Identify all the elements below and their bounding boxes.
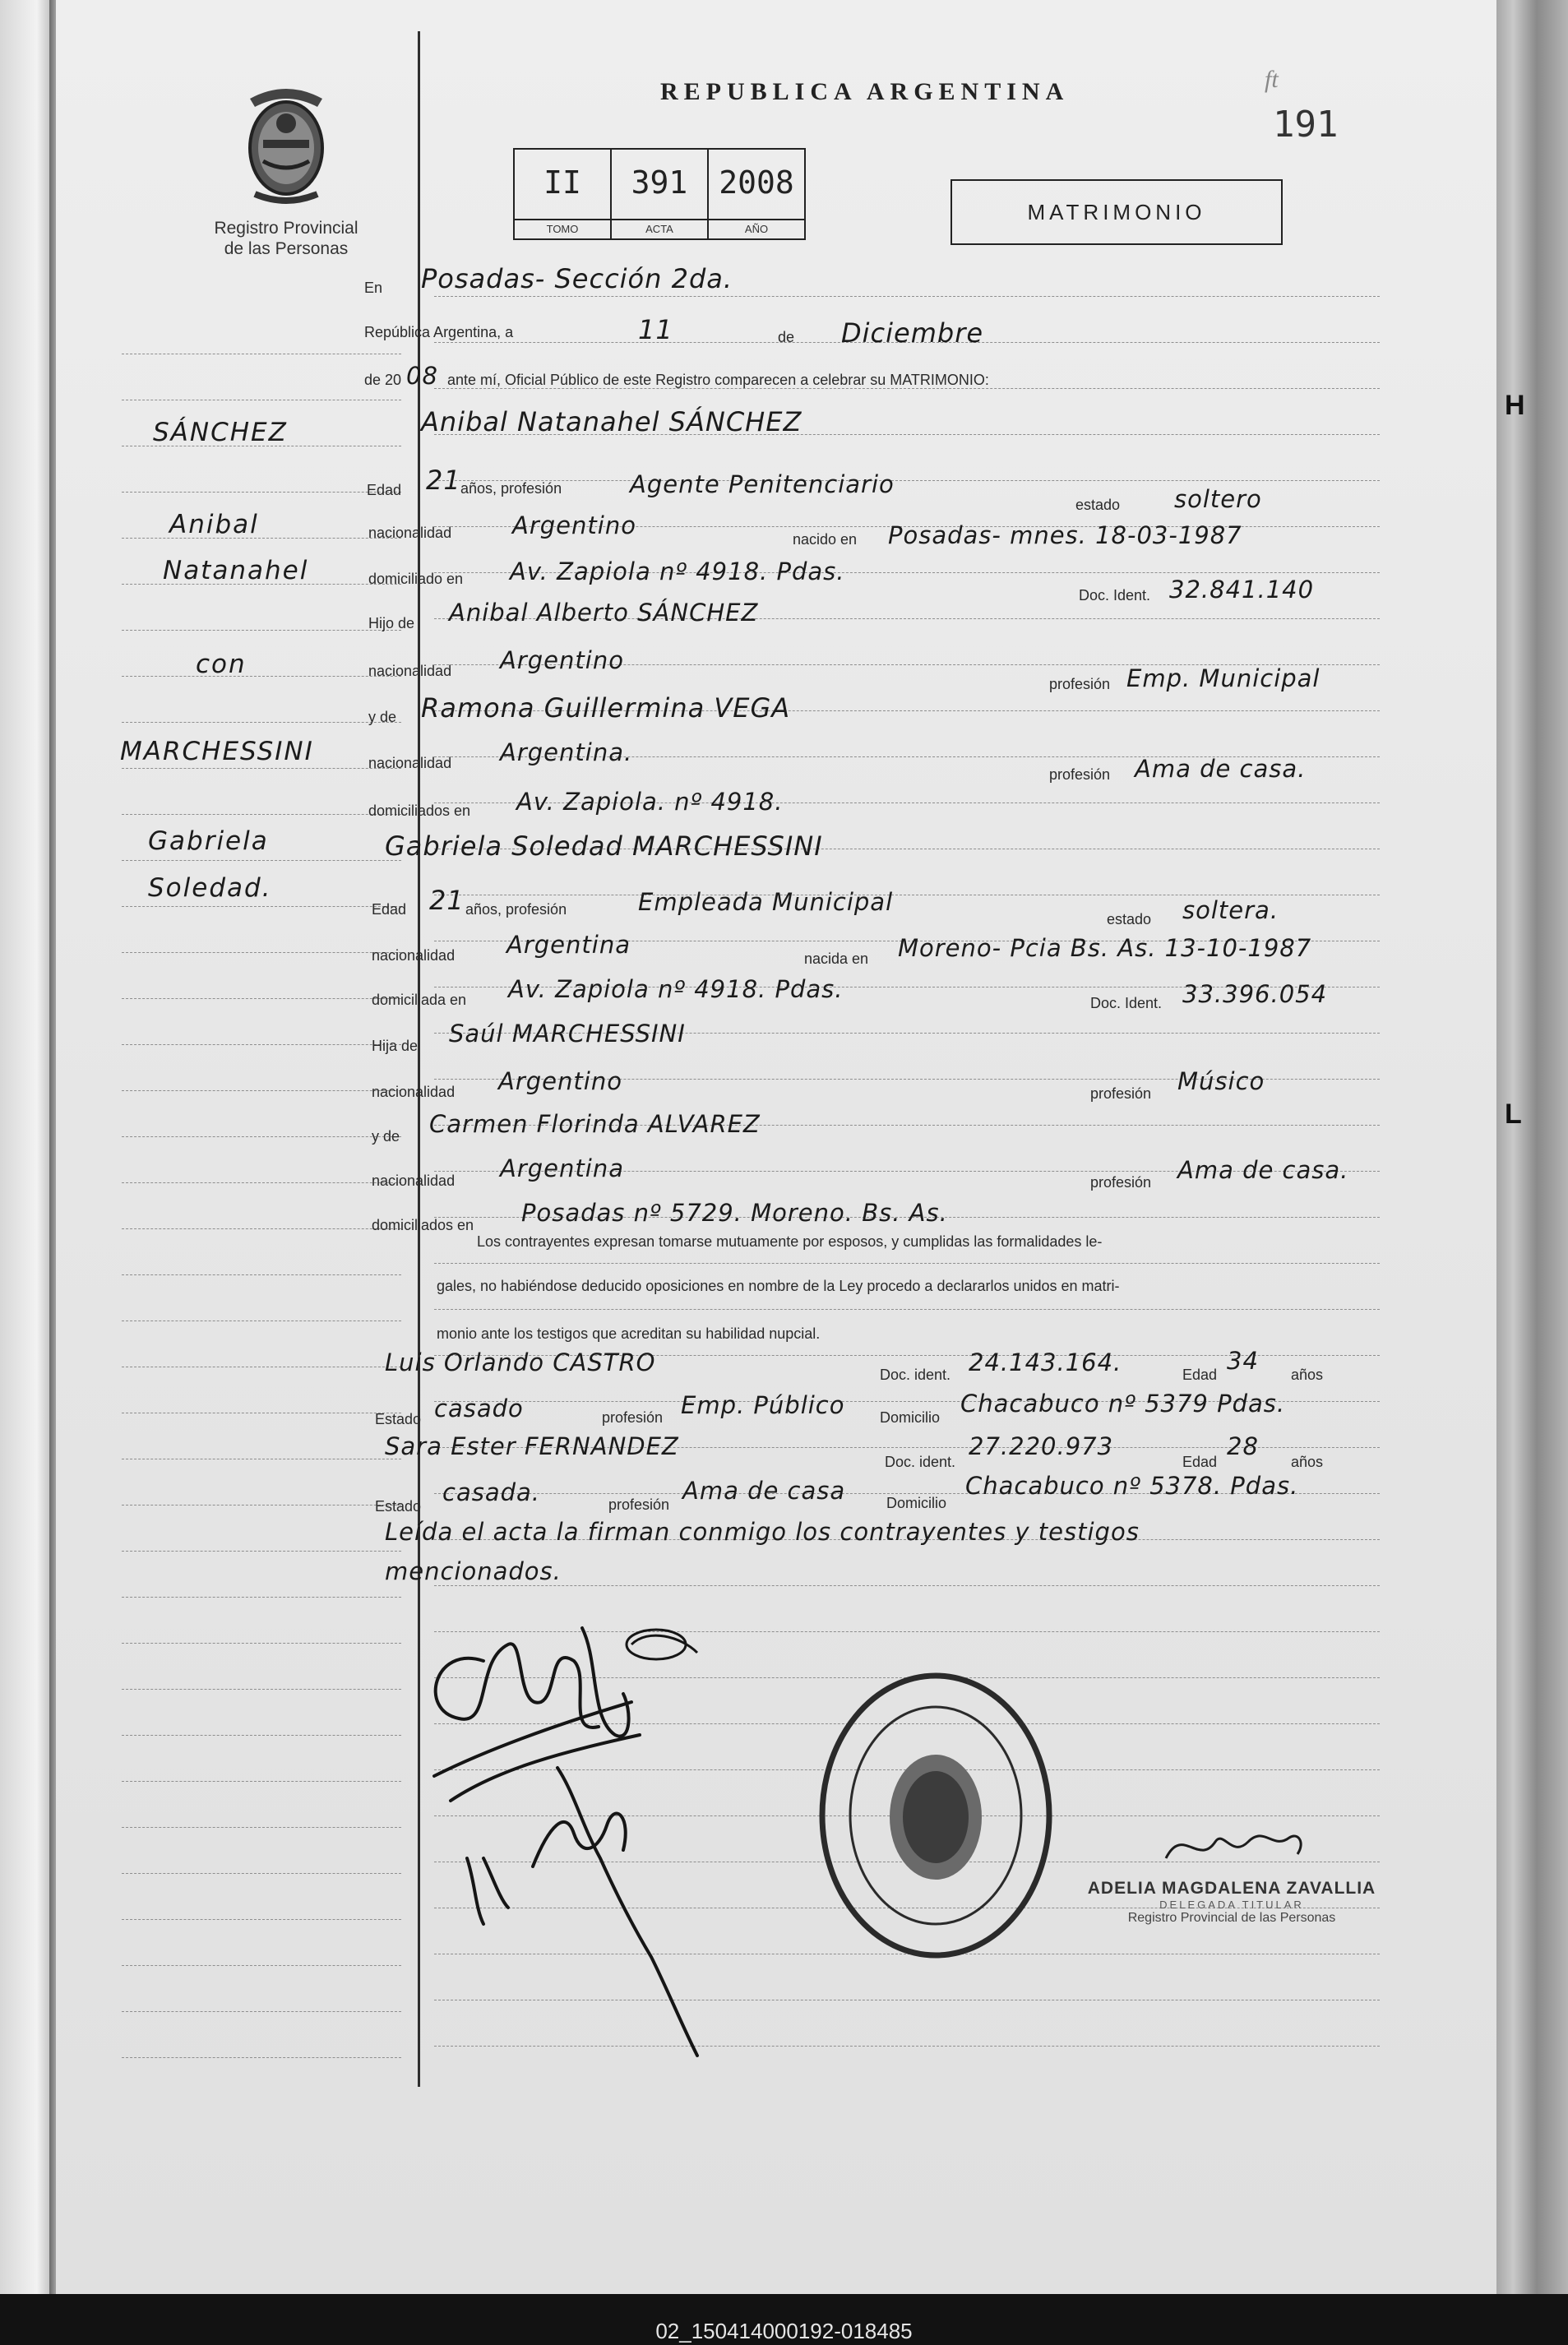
label-year-line: ante mí, Oficial Público de este Registro comparecen a celebrar su MATRIMONIO: xyxy=(447,372,989,388)
anio-cell: 2008 AÑO xyxy=(709,150,804,238)
groom-parents-address: Av. Zapiola. nº 4918. xyxy=(516,788,784,816)
margin-note-second-name: Natanahel xyxy=(163,556,309,585)
official-stamp xyxy=(1075,1817,1388,1926)
page-number: 191 xyxy=(1273,104,1339,146)
label-nacionalidad-bride: nacionalidad xyxy=(372,947,456,964)
label-y-de-bride: y de xyxy=(372,1128,400,1145)
bride-address: Av. Zapiola nº 4918. Pdas. xyxy=(508,975,844,1003)
ruled-line-left xyxy=(122,1735,401,1736)
ruled-line-left xyxy=(122,538,401,539)
ruled-line-left xyxy=(122,1919,401,1920)
label-edad: Edad xyxy=(367,482,402,498)
ruled-line-left xyxy=(122,676,401,677)
label-en: En xyxy=(364,280,383,296)
bride-doc: 33.396.054 xyxy=(1182,980,1328,1008)
bride-name: Gabriela Soledad MARCHESSINI xyxy=(385,830,823,862)
groom-name: Anibal Natanahel SÁNCHEZ xyxy=(421,406,803,437)
groom-age: 21 xyxy=(426,465,461,496)
bride-nationality: Argentina xyxy=(506,931,631,959)
ruled-line-left xyxy=(122,1827,401,1828)
country-heading: REPUBLICA ARGENTINA xyxy=(660,78,1070,105)
label-domicilio-w1: Domicilio xyxy=(880,1409,941,1426)
groom-nationality: Argentino xyxy=(512,511,636,539)
witness-1-name: Luis Orlando CASTRO xyxy=(385,1348,656,1376)
ruled-line-left xyxy=(122,814,401,815)
page-number-pencil-mark: ft xyxy=(1265,66,1279,93)
groom-doc: 32.841.140 xyxy=(1169,576,1315,604)
ruled-line-right xyxy=(434,480,1380,481)
place-value: Posadas- Sección 2da. xyxy=(421,263,733,294)
ruled-line-left xyxy=(122,1228,401,1229)
label-de: de xyxy=(778,329,795,345)
ruled-line-left xyxy=(122,1090,401,1091)
label-domiciliada-en: domiciliada en xyxy=(372,992,467,1008)
bride-age: 21 xyxy=(429,885,465,916)
witness-1-profession: Emp. Público xyxy=(681,1391,845,1419)
label-doc-ident-bride: Doc. Ident. xyxy=(1090,995,1163,1011)
ruled-line-right xyxy=(434,1585,1380,1586)
ruled-line-left xyxy=(122,1505,401,1506)
margin-note-first-name: Anibal xyxy=(169,510,259,539)
acta-cell: 391 ACTA xyxy=(612,150,709,238)
label-domicilio-w2: Domicilio xyxy=(886,1495,947,1511)
label-doc-ident: Doc. Ident. xyxy=(1079,587,1151,604)
label-domiciliados-en-bride: domiciliados en xyxy=(372,1217,474,1233)
label-anios-w2: años xyxy=(1291,1454,1324,1470)
groom-mother: Ramona Guillermina VEGA xyxy=(421,692,791,724)
label-anios-profesion-bride: años, profesión xyxy=(465,901,567,918)
ruled-line-left xyxy=(122,860,401,861)
ruled-line-left xyxy=(122,1873,401,1874)
ruled-line-left xyxy=(122,2011,401,2012)
label-domiciliado-en: domiciliado en xyxy=(368,571,464,587)
ruled-line-left xyxy=(122,1965,401,1966)
ruled-line-left xyxy=(122,906,401,907)
witness-1-doc: 24.143.164. xyxy=(969,1348,1122,1376)
margin-note-bride-second-name: Soledad. xyxy=(148,873,272,903)
margin-note-bride-first-name: Gabriela xyxy=(148,826,269,856)
label-edad-bride: Edad xyxy=(372,901,407,918)
label-doc-ident-w2: Doc. ident. xyxy=(885,1454,956,1470)
bride-father-nationality: Argentino xyxy=(498,1067,622,1095)
ruled-line-left xyxy=(122,998,401,999)
bride-mother-profession: Ama de casa. xyxy=(1177,1156,1349,1184)
label-profesion-w1: profesión xyxy=(602,1409,664,1426)
ruled-line-left xyxy=(122,722,401,723)
groom-father-nationality: Argentino xyxy=(500,646,624,674)
label-edad-w2: Edad xyxy=(1182,1454,1218,1470)
margin-note-con: con xyxy=(196,650,247,679)
margin-note-bride-surname: MARCHESSINI xyxy=(120,737,314,766)
witness-2-address: Chacabuco nº 5378. Pdas. xyxy=(965,1472,1299,1500)
groom-status: soltero xyxy=(1174,485,1262,513)
label-profesion-bride-father: profesión xyxy=(1090,1085,1152,1102)
ruled-line-right xyxy=(434,1309,1380,1310)
official-seal-icon xyxy=(812,1667,1059,1963)
bride-mother: Carmen Florinda ALVAREZ xyxy=(429,1110,761,1138)
ruled-line-left xyxy=(122,1643,401,1644)
edge-tab-l: L xyxy=(1505,1098,1522,1130)
label-profesion-w2: profesión xyxy=(608,1496,670,1513)
ruled-line-left xyxy=(122,1182,401,1183)
ruled-line-left xyxy=(122,1689,401,1690)
month-value: Diciembre xyxy=(841,317,984,349)
official-office: Registro Provincial de las Personas xyxy=(1127,1911,1336,1925)
label-estado-w1: Estado xyxy=(375,1411,422,1427)
groom-father-profession: Emp. Municipal xyxy=(1126,664,1321,692)
groom-father: Anibal Alberto SÁNCHEZ xyxy=(449,599,759,627)
bride-mother-nationality: Argentina xyxy=(500,1154,624,1182)
ruled-line-left xyxy=(122,1551,401,1552)
province-coat-of-arms-icon xyxy=(238,82,334,206)
left-page-edge xyxy=(0,0,53,2294)
ruled-line-left xyxy=(122,1274,401,1275)
signature-strokes xyxy=(385,1612,730,2121)
document-type-box: MATRIMONIO xyxy=(951,179,1283,245)
ruled-line-right xyxy=(434,296,1380,297)
label-doc-ident-w1: Doc. ident. xyxy=(880,1367,951,1383)
witness-2-profession: Ama de casa xyxy=(682,1477,846,1505)
label-estado: estado xyxy=(1075,497,1121,513)
bride-father: Saúl MARCHESSINI xyxy=(449,1020,686,1048)
label-nacida-en: nacida en xyxy=(804,950,869,967)
official-name: ADELIA MAGDALENA ZAVALLIA xyxy=(1087,1879,1376,1898)
groom-mother-nationality: Argentina. xyxy=(500,738,633,766)
ruled-line-left xyxy=(122,1044,401,1045)
legal-text-line-1: Los contrayentes expresan tomarse mutuamente por esposos, y cumplidas las formalidades le- xyxy=(477,1233,1103,1250)
witness-1-age: 34 xyxy=(1227,1347,1259,1375)
label-nacionalidad: nacionalidad xyxy=(368,525,452,541)
label-nacido-en: nacido en xyxy=(793,531,858,548)
registry-name: Registro Provincial de las Personas xyxy=(214,219,358,258)
record-id-box xyxy=(513,148,806,240)
page-stack-edge xyxy=(1490,0,1568,2294)
label-anios-profesion: años, profesión xyxy=(460,480,562,497)
legal-text-line-2: gales, no habiéndose deducido oposiciones en nombre de la Ley procedo a declararlos unidos en matri- xyxy=(437,1278,1120,1294)
bride-status: soltera. xyxy=(1182,896,1279,924)
bride-father-profession: Músico xyxy=(1177,1067,1265,1095)
legal-text-line-3: monio ante los testigos que acreditan su habilidad nupcial. xyxy=(437,1325,821,1342)
witness-2-name: Sara Ester FERNANDEZ xyxy=(385,1432,679,1460)
label-y-de: y de xyxy=(368,709,397,725)
image-id-caption: 02_150414000192-018485 xyxy=(655,2319,913,2343)
label-hijo-de: Hijo de xyxy=(368,615,415,631)
day-value: 11 xyxy=(638,314,673,345)
witness-1-address: Chacabuco nº 5379 Pdas. xyxy=(960,1390,1286,1418)
tomo-cell: II TOMO xyxy=(515,150,612,238)
witness-1-status: casado xyxy=(434,1395,524,1422)
ruled-line-left xyxy=(122,1136,401,1137)
official-signature xyxy=(1149,1817,1314,1875)
ruled-line-left xyxy=(122,952,401,953)
official-role: DELEGADA TITULAR xyxy=(1159,1899,1304,1911)
label-profesion-father: profesión xyxy=(1049,676,1111,692)
bride-profession: Empleada Municipal xyxy=(638,888,894,916)
label-estado-bride: estado xyxy=(1107,911,1152,927)
label-nacionalidad-father: nacionalidad xyxy=(368,663,452,679)
ruled-line-left xyxy=(122,2057,401,2058)
ruled-line-left xyxy=(122,1781,401,1782)
label-republica: República Argentina, a xyxy=(364,324,514,340)
label-anios-w1: años xyxy=(1291,1367,1324,1383)
edge-tab-h: H xyxy=(1505,390,1525,421)
label-year-prefix: de 20 xyxy=(364,372,402,388)
label-edad-w1: Edad xyxy=(1182,1367,1218,1383)
margin-note-surname: SÁNCHEZ xyxy=(153,418,288,447)
groom-address: Av. Zapiola nº 4918. Pdas. xyxy=(510,557,845,585)
label-nacionalidad-bride-mother: nacionalidad xyxy=(372,1172,456,1189)
label-hija-de: Hija de xyxy=(372,1038,419,1054)
ruled-line-left xyxy=(122,1597,401,1598)
bride-birthplace: Moreno- Pcia Bs. As. 13-10-1987 xyxy=(898,934,1312,962)
witness-2-doc: 27.220.973 xyxy=(969,1432,1114,1460)
ruled-line-left xyxy=(122,768,401,769)
label-nacionalidad-bride-father: nacionalidad xyxy=(372,1084,456,1100)
ruled-line-left xyxy=(122,492,401,493)
groom-mother-profession: Ama de casa. xyxy=(1135,755,1307,783)
groom-profession: Agente Penitenciario xyxy=(630,470,895,498)
label-nacionalidad-mother: nacionalidad xyxy=(368,755,452,771)
witness-2-status: casada. xyxy=(442,1478,540,1506)
bride-parents-address: Posadas nº 5729. Moreno. Bs. As. xyxy=(521,1199,948,1227)
register-page xyxy=(56,0,1496,2294)
label-profesion-bride-mother: profesión xyxy=(1090,1174,1152,1191)
witness-2-age: 28 xyxy=(1227,1432,1259,1460)
ruled-line-right xyxy=(434,1263,1380,1264)
groom-birthplace: Posadas- mnes. 18-03-1987 xyxy=(888,521,1242,549)
closing-line-1: Leída el acta la firman conmigo los contrayentes y testigos xyxy=(385,1518,1140,1546)
label-estado-w2: Estado xyxy=(375,1498,422,1515)
ruled-line-left xyxy=(122,630,401,631)
closing-line-2: mencionados. xyxy=(385,1557,562,1585)
label-profesion-mother: profesión xyxy=(1049,766,1111,783)
year-suffix-value: 08 xyxy=(406,362,438,390)
label-domiciliados-en: domiciliados en xyxy=(368,802,471,819)
